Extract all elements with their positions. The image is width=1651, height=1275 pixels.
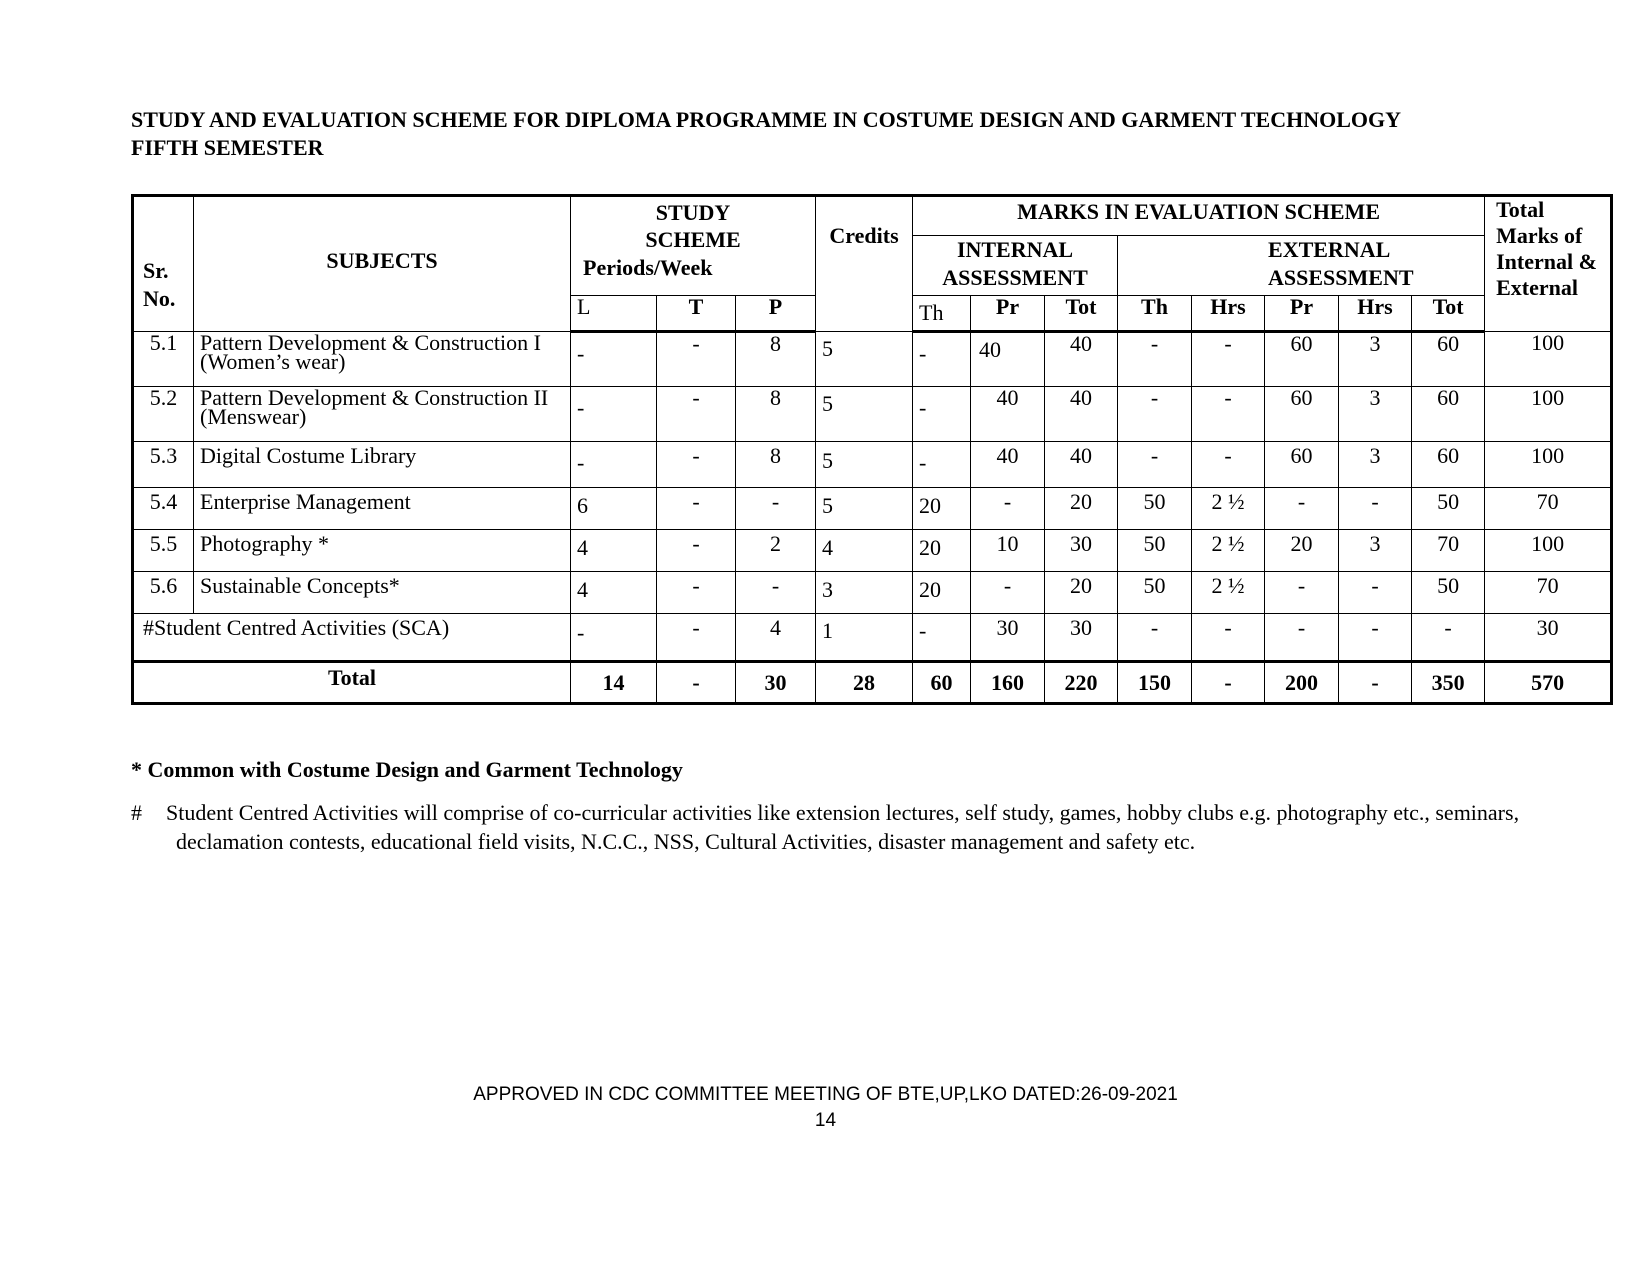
l-cell: 4 [571,572,657,614]
int-th-cell: - [913,332,971,387]
ext-tot-cell: 60 [1412,442,1485,488]
ext-pr-cell: 60 [1265,332,1339,387]
header-subjects: SUBJECTS [194,196,571,332]
ext-th-cell: - [1118,332,1192,387]
ext-hrs-cell: - [1339,488,1412,530]
ext-hrs-cell: - [1339,572,1412,614]
ext-hrs-cell: 3 [1339,387,1412,442]
header-total-marks: Total Marks of Internal & External [1485,196,1612,332]
t-cell: - [657,332,736,387]
ext-th-total-cell: 150 [1118,662,1192,704]
credits-cell: 1 [816,614,913,662]
l-cell: 4 [571,530,657,572]
table-row [133,488,1612,530]
p-cell: 8 [736,442,816,488]
header-row-1 [133,196,1612,236]
sr-no-cell: 5.4 [133,488,194,530]
ext-hrs-total-cell: - [1192,662,1265,704]
credits-cell: 5 [816,442,913,488]
page-footer [0,1082,1651,1134]
t-cell: - [657,530,736,572]
int-tot-cell: 40 [1045,442,1118,488]
sca-row [133,614,1612,662]
t-cell: - [657,614,736,662]
total-cell: 100 [1485,530,1612,572]
sr-no-cell: 5.3 [133,442,194,488]
header-int-th: Th [913,296,971,332]
subject-cell: Photography * [194,530,571,572]
ext-pr-cell: 60 [1265,442,1339,488]
ext-tot-cell: 70 [1412,530,1485,572]
sr-no-cell: 5.5 [133,530,194,572]
subject-cell: Digital Costume Library [194,442,571,488]
ext-tot-cell: 60 [1412,332,1485,387]
int-pr-total-cell: 160 [971,662,1045,704]
ext-hrs-cell: - [1192,442,1265,488]
total-cell: 100 [1485,387,1612,442]
title-line-2: FIFTH SEMESTER [131,135,324,160]
evaluation-scheme-table [131,194,1613,705]
l-cell: - [571,387,657,442]
ext-tot-cell: 50 [1412,488,1485,530]
total-cell: 100 [1485,332,1612,387]
int-pr-cell: 30 [971,614,1045,662]
ext-tot-total-cell: 350 [1412,662,1485,704]
total-cell: 100 [1485,442,1612,488]
p-cell: - [736,572,816,614]
table-row [133,530,1612,572]
ext-pr-cell: 20 [1265,530,1339,572]
total-cell: 70 [1485,572,1612,614]
header-ext-hrs-1: Hrs [1192,296,1265,332]
ext-tot-cell: 50 [1412,572,1485,614]
credits-cell: 5 [816,387,913,442]
header-sr-no: Sr. No. [133,196,194,332]
ext-tot-cell: - [1412,614,1485,662]
common-note: * Common with Costume Design and Garment Technology [131,757,683,782]
credits-cell: 5 [816,332,913,387]
int-tot-cell: 40 [1045,387,1118,442]
int-th-cell: - [913,614,971,662]
ext-hrs-cell: 2 ½ [1192,572,1265,614]
header-periods-week: Periods/Week [583,255,713,280]
l-total-cell: 14 [571,662,657,704]
int-tot-cell: 40 [1045,332,1118,387]
credits-cell: 5 [816,488,913,530]
sr-no-cell: 5.2 [133,387,194,442]
grand-total-cell: 570 [1485,662,1612,704]
sca-label: #Student Centred Activities (SCA) [133,614,571,662]
sca-footnote-line-1: Student Centred Activities will comprise of co-curricular activities like extension lectures, self study, games, hobby clubs e.g. photography etc., seminars, [166,800,1520,825]
ext-hrs-cell: 3 [1339,332,1412,387]
p-cell: 4 [736,614,816,662]
total-row [133,662,1612,704]
p-total-cell: 30 [736,662,816,704]
header-T: T [657,296,736,332]
l-cell: - [571,442,657,488]
table-row [133,332,1612,387]
ext-hrs-cell: - [1192,332,1265,387]
total-cell: 70 [1485,488,1612,530]
ext-th-cell: - [1118,387,1192,442]
p-cell: 8 [736,387,816,442]
ext-pr-cell: - [1265,488,1339,530]
header-marks: MARKS IN EVALUATION SCHEME [913,196,1485,236]
ext-hrs-cell: - [1192,614,1265,662]
sca-footnote [131,798,1651,856]
t-total-cell: - [657,662,736,704]
int-tot-total-cell: 220 [1045,662,1118,704]
table-row [133,572,1612,614]
header-int-tot: Tot [1045,296,1118,332]
int-tot-cell: 30 [1045,614,1118,662]
l-cell: - [571,614,657,662]
header-P: P [736,296,816,332]
t-cell: - [657,387,736,442]
ext-tot-cell: 60 [1412,387,1485,442]
int-pr-cell: 40 [971,332,1045,387]
int-th-total-cell: 60 [913,662,971,704]
p-cell: - [736,488,816,530]
int-tot-cell: 20 [1045,488,1118,530]
ext-hrs-cell: 3 [1339,530,1412,572]
int-th-cell: - [913,442,971,488]
table-row [133,387,1612,442]
header-internal: INTERNAL ASSESSMENT [913,236,1118,296]
total-label: Total [133,662,571,704]
credits-total-cell: 28 [816,662,913,704]
hash-symbol: # [131,800,142,825]
sr-no-cell: 5.1 [133,332,194,387]
header-study-scheme: STUDY SCHEME [645,200,741,252]
int-th-cell: - [913,387,971,442]
int-th-cell: 20 [913,488,971,530]
subject-cell: Enterprise Management [194,488,571,530]
header-L: L [571,296,657,332]
document-title [131,106,1401,162]
ext-th-cell: - [1118,614,1192,662]
ext-hrs-cell: 2 ½ [1192,530,1265,572]
p-cell: 2 [736,530,816,572]
p-cell: 8 [736,332,816,387]
credits-cell: 4 [816,530,913,572]
total-cell: 30 [1485,614,1612,662]
int-th-cell: 20 [913,530,971,572]
header-credits: Credits [816,196,913,332]
ext-hrs-cell: 2 ½ [1192,488,1265,530]
t-cell: - [657,488,736,530]
subject-cell: Pattern Development & Construction II (Menswear) [194,387,571,442]
header-study-scheme-group [571,196,816,296]
header-ext-pr: Pr [1265,296,1339,332]
page-number: 14 [814,1110,837,1131]
ext-pr-cell: - [1265,614,1339,662]
ext-th-cell: - [1118,442,1192,488]
ext-th-cell: 50 [1118,530,1192,572]
t-cell: - [657,572,736,614]
l-cell: 6 [571,488,657,530]
table-row [133,442,1612,488]
sr-no-cell: 5.6 [133,572,194,614]
ext-th-cell: 50 [1118,572,1192,614]
ext-pr-cell: - [1265,572,1339,614]
int-tot-cell: 30 [1045,530,1118,572]
subject-cell: Sustainable Concepts* [194,572,571,614]
ext-pr-total-cell: 200 [1265,662,1339,704]
header-ext-th: Th [1118,296,1192,332]
ext-hrs-total-cell: - [1339,662,1412,704]
header-ext-hrs-2: Hrs [1339,296,1412,332]
int-pr-cell: - [971,488,1045,530]
sca-footnote-line-2: declamation contests, educational field visits, N.C.C., NSS, Cultural Activities, disaster management and safety etc. [176,829,1196,854]
credits-cell: 3 [816,572,913,614]
int-tot-cell: 20 [1045,572,1118,614]
t-cell: - [657,442,736,488]
approval-text: APPROVED IN CDC COMMITTEE MEETING OF BTE,UP,LKO DATED:26-09-2021 [473,1084,1178,1105]
int-pr-cell: - [971,572,1045,614]
ext-hrs-cell: - [1192,387,1265,442]
int-pr-cell: 40 [971,387,1045,442]
subject-cell: Pattern Development & Construction I (Women’s wear) [194,332,571,387]
ext-hrs-cell: 3 [1339,442,1412,488]
l-cell: - [571,332,657,387]
header-int-pr: Pr [971,296,1045,332]
title-line-1: STUDY AND EVALUATION SCHEME FOR DIPLOMA PROGRAMME IN COSTUME DESIGN AND GARMENT TECHNOLOGY [131,107,1402,132]
header-external: EXTERNAL ASSESSMENT [1118,236,1485,296]
ext-pr-cell: 60 [1265,387,1339,442]
header-ext-tot: Tot [1412,296,1485,332]
ext-hrs-cell: - [1339,614,1412,662]
ext-th-cell: 50 [1118,488,1192,530]
int-th-cell: 20 [913,572,971,614]
int-pr-cell: 40 [971,442,1045,488]
int-pr-cell: 10 [971,530,1045,572]
